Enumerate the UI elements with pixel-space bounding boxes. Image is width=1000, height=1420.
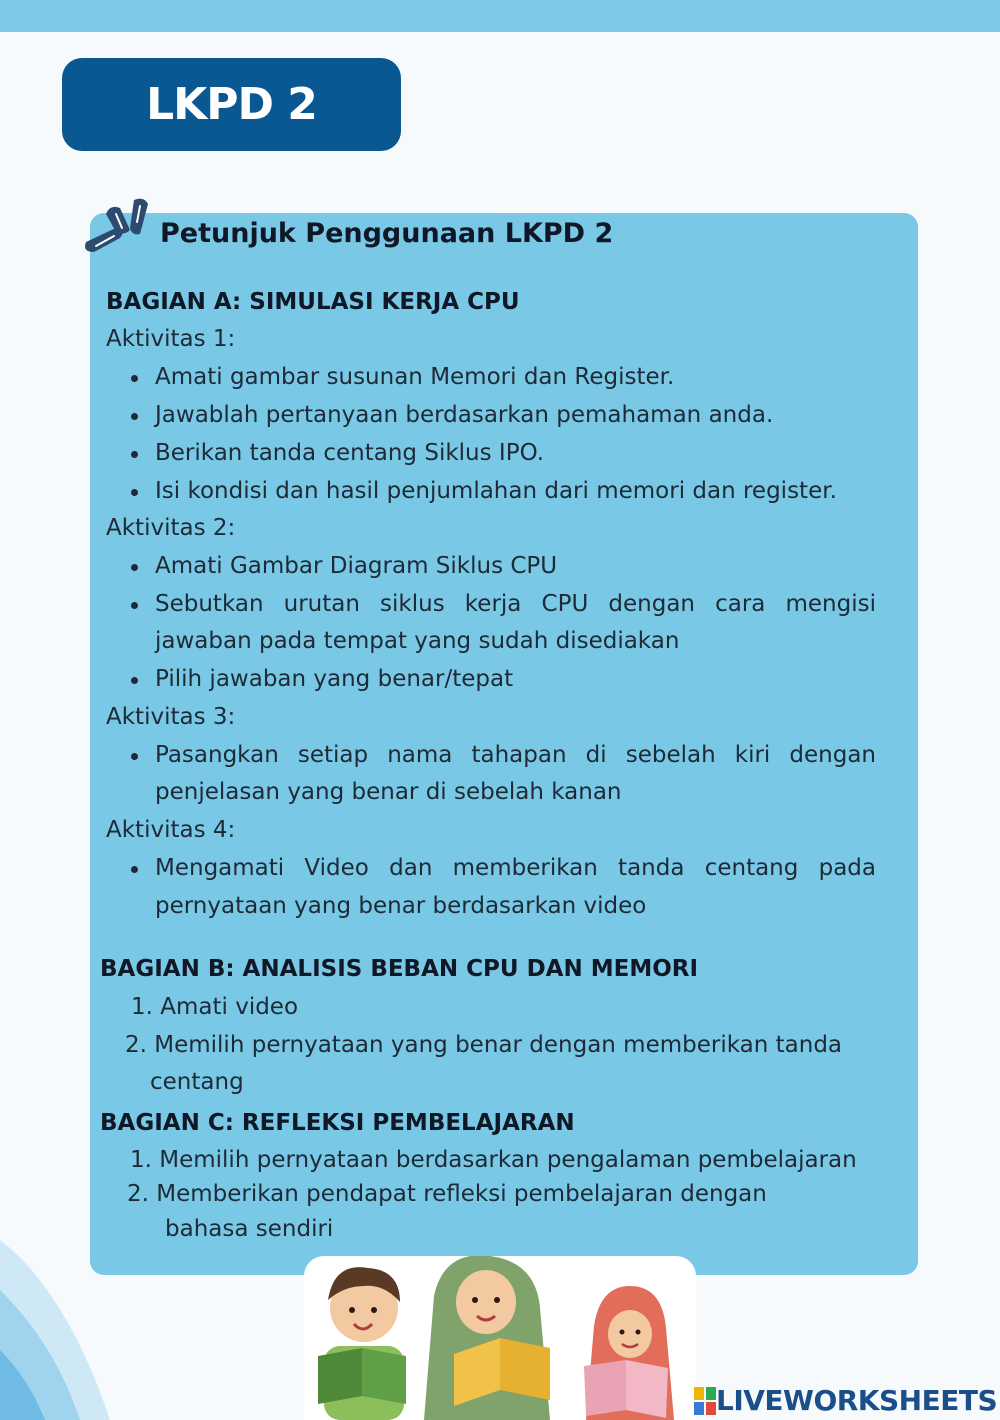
list-item: Isi kondisi dan hasil penjumlahan dari memori dan register. [155, 478, 837, 504]
bullet-icon [131, 677, 138, 684]
numbered-item: 1. Memilih pernyataan berdasarkan pengalaman pembelajaran [130, 1147, 857, 1173]
list-item: Amati Gambar Diagram Siklus CPU [155, 553, 558, 579]
numbered-item: 1. Amati video [131, 994, 299, 1020]
card-heading: Petunjuk Penggunaan LKPD 2 [160, 218, 614, 249]
section-b-heading: BAGIAN B: ANALISIS BEBAN CPU DAN MEMORI [100, 956, 699, 982]
numbered-item-continued: centang [150, 1069, 244, 1095]
numbered-item: 2. Memberikan pendapat refleksi pembelajaran dengan [127, 1181, 767, 1207]
activity-label: Aktivitas 1: [106, 326, 236, 352]
list-item: Amati gambar susunan Memori dan Register. [155, 364, 675, 390]
numbered-item-continued: bahasa sendiri [165, 1216, 334, 1242]
page-title: LKPD 2 [146, 79, 317, 130]
list-item: Berikan tanda centang Siklus IPO. [155, 440, 545, 466]
list-item-continued: penjelasan yang benar di sebelah kanan [155, 779, 622, 805]
bullet-icon [131, 866, 138, 873]
bullet-icon [131, 451, 138, 458]
activity-label: Aktivitas 2: [106, 515, 236, 541]
section-c-heading: BAGIAN C: REFLEKSI PEMBELAJARAN [100, 1110, 575, 1136]
list-item: Jawablah pertanyaan berdasarkan pemahaman anda. [155, 402, 774, 428]
bullet-icon [131, 564, 138, 571]
list-item: Pilih jawaban yang benar/tepat [155, 666, 514, 692]
children-illustration-graphic [304, 1256, 696, 1420]
watermark-text: LIVEWORKSHEETS [716, 1384, 998, 1417]
liveworksheets-icon [694, 1387, 716, 1415]
list-item: Sebutkan urutan siklus kerja CPU dengan cara mengisi [155, 591, 876, 617]
activity-label: Aktivitas 3: [106, 704, 236, 730]
liveworksheets-logo [694, 1384, 997, 1417]
list-item: Mengamati Video dan memberikan tanda centang pada [155, 855, 876, 881]
list-item: Pasangkan setiap nama tahapan di sebelah kiri dengan [155, 742, 876, 768]
bullet-icon [131, 375, 138, 382]
section-a-heading: BAGIAN A: SIMULASI KERJA CPU [106, 289, 520, 315]
list-item-continued: pernyataan yang benar berdasarkan video [155, 893, 647, 919]
bullet-icon [131, 602, 138, 609]
numbered-item: 2. Memilih pernyataan yang benar dengan memberikan tanda [125, 1032, 843, 1058]
children-reading-illustration [304, 1256, 696, 1420]
list-item-continued: jawaban pada tempat yang sudah disediakan [155, 628, 680, 654]
bullet-icon [131, 489, 138, 496]
bullet-icon [131, 753, 138, 760]
bullet-icon [131, 413, 138, 420]
activity-label: Aktivitas 4: [106, 817, 236, 843]
